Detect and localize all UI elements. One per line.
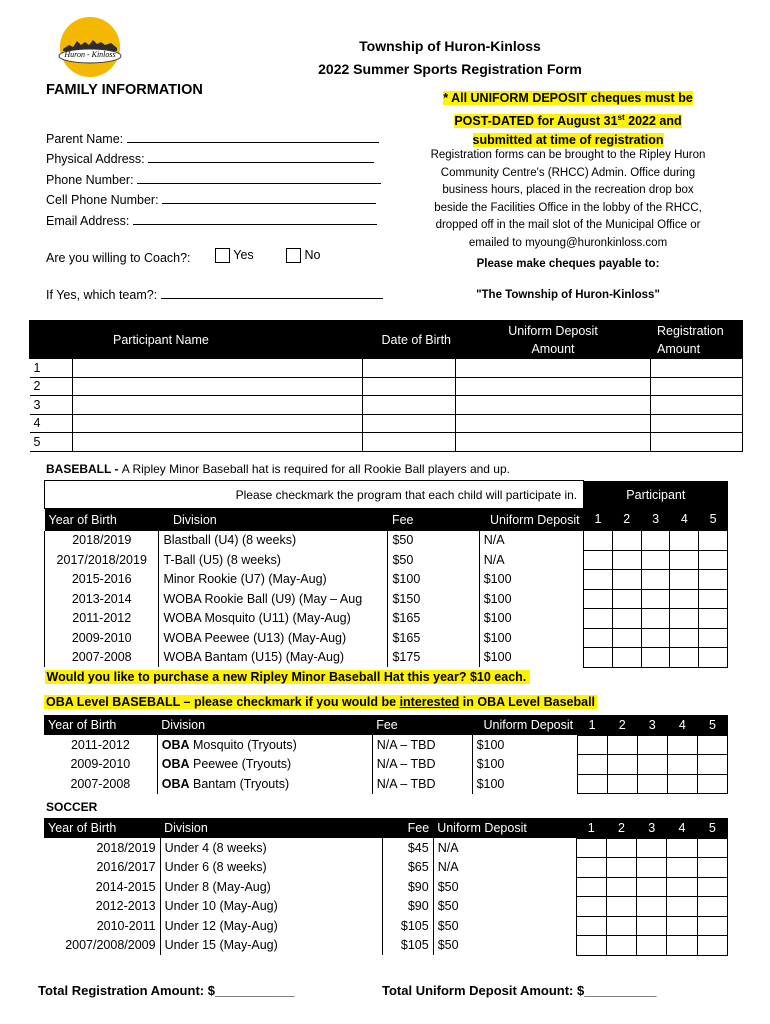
- uniform-deposit-header: Uniform Deposit Amount: [456, 321, 651, 359]
- soccer-division-header: Division: [164, 821, 208, 835]
- oba-fee-cell: N/A – TBD: [372, 755, 472, 775]
- oba-year-header: Year of Birth: [48, 718, 117, 732]
- baseball-participant-checkbox-4[interactable]: [670, 609, 699, 629]
- oba-row: [44, 774, 728, 794]
- baseball-participant-checkbox-2[interactable]: [612, 628, 641, 648]
- soccer-fee-cell: $90: [383, 877, 433, 897]
- soccer-section-title: SOCCER: [46, 800, 98, 814]
- registration-amount-cell[interactable]: [651, 377, 743, 396]
- dob-cell[interactable]: [363, 433, 456, 452]
- oba-row: [44, 755, 728, 775]
- soccer-fee-cell: $90: [383, 897, 433, 917]
- oba-col-2: 2: [618, 717, 626, 732]
- coach-no-label: No: [304, 248, 321, 262]
- soccer-participant-checkbox-3[interactable]: [637, 916, 667, 936]
- baseball-participant-checkbox-5[interactable]: [699, 628, 728, 648]
- coach-yes-option[interactable]: [215, 248, 254, 263]
- participant-row-number: 2: [30, 377, 73, 396]
- baseball-year-cell: 2009-2010: [45, 628, 159, 648]
- soccer-year-cell: 2010-2011: [44, 916, 160, 936]
- participant-row-number: 1: [30, 359, 73, 378]
- oba-division-cell: OBA Bantam (Tryouts): [157, 774, 372, 794]
- coach-question: Are you willing to Coach?:: [46, 251, 191, 265]
- soccer-row: [44, 838, 728, 858]
- fee-header: Fee: [391, 512, 414, 527]
- baseball-fee-cell: $165: [388, 628, 479, 648]
- baseball-row: [45, 531, 728, 551]
- soccer-table: [44, 818, 728, 956]
- baseball-fee-cell: $100: [388, 570, 479, 590]
- baseball-participant-checkbox-4[interactable]: [670, 628, 699, 648]
- form-title-line2: 2022 Summer Sports Registration Form: [318, 61, 582, 77]
- soccer-participant-checkbox-3[interactable]: [637, 858, 667, 878]
- oba-table: [44, 715, 728, 794]
- baseball-division-cell: WOBA Mosquito (U11) (May-Aug): [159, 609, 388, 629]
- soccer-participant-checkbox-3[interactable]: [637, 897, 667, 917]
- registration-amount-cell[interactable]: [651, 396, 743, 415]
- baseball-instruction: Please checkmark the program that each child will participate in.: [45, 481, 584, 509]
- registration-amount-cell[interactable]: [651, 433, 743, 452]
- soccer-uniform-cell: $50: [437, 879, 459, 894]
- soccer-col-3: 3: [648, 820, 656, 835]
- baseball-division-cell: Blastball (U4) (8 weeks): [159, 531, 388, 551]
- oba-division-cell: OBA Mosquito (Tryouts): [157, 735, 372, 755]
- baseball-row: [45, 609, 728, 629]
- registration-amount-cell[interactable]: [651, 359, 743, 378]
- participant-row: [30, 414, 743, 433]
- soccer-participant-checkbox-2[interactable]: [606, 897, 636, 917]
- uniform-deposit-cell[interactable]: [456, 359, 651, 378]
- baseball-year-cell: 2017/2018/2019: [45, 550, 159, 570]
- oba-fee-cell: N/A – TBD: [372, 774, 472, 794]
- hat-question: Would you like to purchase a new Ripley Minor Baseball Hat this year? $10 each.: [45, 667, 728, 686]
- oba-participant-checkbox-5[interactable]: [697, 755, 727, 775]
- baseball-fee-cell: $50: [388, 550, 479, 570]
- soccer-division-cell: Under 8 (May-Aug): [160, 877, 383, 897]
- soccer-participant-checkbox-5[interactable]: [697, 838, 727, 858]
- oba-row: [44, 735, 728, 755]
- baseball-uniform-cell: $100: [479, 609, 583, 629]
- registration-amount-cell[interactable]: [651, 414, 743, 433]
- year-header: Year of Birth: [48, 512, 117, 527]
- baseball-year-cell: 2018/2019: [45, 531, 159, 551]
- soccer-participant-checkbox-5[interactable]: [697, 897, 727, 917]
- coach-no-option[interactable]: [286, 248, 320, 263]
- soccer-uniform-cell: $50: [437, 938, 459, 953]
- baseball-row: [45, 570, 728, 590]
- soccer-participant-checkbox-1[interactable]: [576, 877, 606, 897]
- uniform-deposit-cell[interactable]: [456, 396, 651, 415]
- baseball-participant-checkbox-1[interactable]: [584, 531, 613, 551]
- soccer-participant-checkbox-5[interactable]: [697, 916, 727, 936]
- soccer-row: [44, 877, 728, 897]
- participant-col-3: 3: [652, 512, 660, 527]
- payable-to-label: Please make cheques payable to:: [476, 258, 660, 270]
- baseball-uniform-cell: $100: [479, 628, 583, 648]
- soccer-division-cell: Under 12 (May-Aug): [160, 916, 383, 936]
- baseball-participant-checkbox-1[interactable]: [584, 609, 613, 629]
- oba-division-header: Division: [161, 718, 206, 732]
- coach-yes-label: Yes: [233, 248, 254, 262]
- oba-col-4: 4: [678, 717, 686, 732]
- participant-name-cell[interactable]: [73, 359, 363, 378]
- baseball-participant-checkbox-4[interactable]: [670, 531, 699, 551]
- baseball-participant-checkbox-4[interactable]: [670, 648, 699, 668]
- soccer-participant-checkbox-3[interactable]: [637, 877, 667, 897]
- soccer-row: [44, 897, 728, 917]
- dob-cell[interactable]: [363, 377, 456, 396]
- participant-name-cell[interactable]: [73, 396, 363, 415]
- baseball-participant-checkbox-2[interactable]: [612, 570, 641, 590]
- soccer-participant-checkbox-4[interactable]: [667, 916, 697, 936]
- oba-division-cell: OBA Peewee (Tryouts): [157, 755, 372, 775]
- soccer-participant-checkbox-2[interactable]: [606, 858, 636, 878]
- soccer-participant-checkbox-5[interactable]: [697, 877, 727, 897]
- oba-col-1: 1: [588, 717, 596, 732]
- dob-header: Date of Birth: [363, 321, 456, 359]
- baseball-row: [45, 589, 728, 609]
- baseball-participant-checkbox-4[interactable]: [670, 589, 699, 609]
- email-address-field[interactable]: Email Address:: [46, 212, 377, 228]
- participant-name-header: Participant Name: [73, 321, 363, 359]
- baseball-participant-checkbox-3[interactable]: [641, 609, 670, 629]
- oba-col-5: 5: [708, 717, 716, 732]
- baseball-fee-cell: $50: [388, 531, 479, 551]
- baseball-uniform-cell: $100: [479, 648, 583, 668]
- submission-info: Registration forms can be brought to the Ripley Huron Community Centre's (RHCC) Admin. Office during business hours, placed in the recreation drop box beside the Facilities Office in the lobby of the RHCC, dropped off in the mail slot of the Municipal Office or emailed to myoung@huronkinloss.com: [430, 149, 706, 249]
- baseball-year-cell: 2015-2016: [45, 570, 159, 590]
- oba-uniform-cell: $100: [472, 774, 577, 794]
- township-logo: [55, 15, 125, 79]
- soccer-division-cell: Under 10 (May-Aug): [160, 897, 383, 917]
- baseball-row: [45, 550, 728, 570]
- soccer-fee-cell: $105: [383, 936, 433, 956]
- soccer-row: [44, 936, 728, 956]
- baseball-participant-checkbox-3[interactable]: [641, 531, 670, 551]
- soccer-year-header: Year of Birth: [48, 821, 117, 835]
- baseball-uniform-cell: $100: [479, 589, 583, 609]
- participant-col-4: 4: [680, 512, 688, 527]
- baseball-participant-checkbox-3[interactable]: [641, 550, 670, 570]
- oba-section-title: OBA Level BASEBALL – please checkmark if you would be interested in OBA Level Baseball: [46, 695, 596, 709]
- uniform-deposit-cell[interactable]: [456, 414, 651, 433]
- participant-name-cell[interactable]: [73, 433, 363, 452]
- dob-cell[interactable]: [363, 396, 456, 415]
- baseball-table: [44, 480, 728, 686]
- baseball-participant-checkbox-4[interactable]: [670, 570, 699, 590]
- oba-fee-header: Fee: [376, 718, 398, 732]
- parent-name-field[interactable]: Parent Name:: [46, 130, 379, 146]
- baseball-division-cell: Minor Rookie (U7) (May-Aug): [159, 570, 388, 590]
- baseball-participant-checkbox-5[interactable]: [699, 570, 728, 590]
- soccer-participant-checkbox-1[interactable]: [576, 916, 606, 936]
- oba-participant-checkbox-1[interactable]: [577, 755, 607, 775]
- physical-address-field[interactable]: Physical Address:: [46, 150, 374, 166]
- soccer-uniform-cell: N/A: [437, 840, 459, 855]
- soccer-col-5: 5: [708, 820, 716, 835]
- baseball-division-cell: WOBA Bantam (U15) (May-Aug): [159, 648, 388, 668]
- soccer-uniform-cell: $50: [437, 899, 459, 914]
- soccer-participant-checkbox-4[interactable]: [667, 858, 697, 878]
- form-title-line1: Township of Huron-Kinloss: [359, 38, 541, 54]
- phone-number-field[interactable]: Phone Number:: [46, 171, 381, 187]
- soccer-participant-checkbox-2[interactable]: [606, 877, 636, 897]
- soccer-participant-checkbox-1[interactable]: [576, 936, 606, 956]
- oba-participant-checkbox-2[interactable]: [607, 755, 637, 775]
- participant-name-cell[interactable]: [73, 377, 363, 396]
- baseball-fee-cell: $175: [388, 648, 479, 668]
- participant-name-cell[interactable]: [73, 414, 363, 433]
- participant-col-2: 2: [623, 512, 631, 527]
- baseball-participant-checkbox-2[interactable]: [612, 609, 641, 629]
- uniform-deposit-cell[interactable]: [456, 433, 651, 452]
- soccer-division-cell: Under 6 (8 weeks): [160, 858, 383, 878]
- baseball-participant-checkbox-1[interactable]: [584, 589, 613, 609]
- soccer-participant-checkbox-2[interactable]: [606, 916, 636, 936]
- baseball-participant-checkbox-5[interactable]: [699, 609, 728, 629]
- baseball-participant-checkbox-2[interactable]: [612, 589, 641, 609]
- baseball-row: [45, 628, 728, 648]
- coach-yes-checkbox[interactable]: [215, 248, 230, 263]
- participants-header-row: [30, 321, 743, 359]
- total-registration-amount[interactable]: Total Registration Amount: $___________: [38, 983, 295, 998]
- participant-row-number: 4: [30, 414, 73, 433]
- coach-no-checkbox[interactable]: [286, 248, 301, 263]
- oba-fee-cell: N/A – TBD: [372, 735, 472, 755]
- dob-cell[interactable]: [363, 414, 456, 433]
- baseball-division-cell: T-Ball (U5) (8 weeks): [159, 550, 388, 570]
- dob-cell[interactable]: [363, 359, 456, 378]
- which-team-field[interactable]: If Yes, which team?:: [46, 286, 383, 302]
- baseball-year-cell: 2013-2014: [45, 589, 159, 609]
- total-uniform-deposit-amount[interactable]: Total Uniform Deposit Amount: $__________: [382, 983, 657, 998]
- soccer-row: [44, 858, 728, 878]
- baseball-participant-checkbox-3[interactable]: [641, 570, 670, 590]
- oba-participant-checkbox-3[interactable]: [637, 755, 667, 775]
- oba-participant-checkbox-5[interactable]: [697, 774, 727, 794]
- participant-col-1: 1: [594, 512, 602, 527]
- baseball-division-cell: WOBA Rookie Ball (U9) (May – Aug: [159, 589, 388, 609]
- oba-year-cell: 2011-2012: [44, 735, 157, 755]
- family-information-heading: FAMILY INFORMATION: [46, 82, 203, 98]
- baseball-year-cell: 2011-2012: [45, 609, 159, 629]
- soccer-uniform-cell: N/A: [437, 860, 459, 875]
- soccer-year-cell: 2018/2019: [44, 838, 160, 858]
- soccer-uniform-header: Uniform Deposit: [437, 821, 527, 835]
- soccer-col-1: 1: [587, 820, 595, 835]
- baseball-header-row: [45, 509, 728, 531]
- oba-year-cell: 2009-2010: [44, 755, 157, 775]
- participant-col-5: 5: [709, 512, 717, 527]
- soccer-year-cell: 2007/2008/2009: [44, 936, 160, 956]
- soccer-participant-checkbox-2[interactable]: [606, 936, 636, 956]
- baseball-participant-checkbox-3[interactable]: [641, 648, 670, 668]
- soccer-participant-checkbox-1[interactable]: [576, 838, 606, 858]
- baseball-participant-checkbox-5[interactable]: [699, 550, 728, 570]
- soccer-fee-cell: $105: [383, 916, 433, 936]
- baseball-participant-checkbox-1[interactable]: [584, 648, 613, 668]
- participant-row-number: 5: [30, 433, 73, 452]
- participant-row: [30, 359, 743, 378]
- soccer-participant-checkbox-3[interactable]: [637, 936, 667, 956]
- soccer-fee-header: Fee: [407, 821, 430, 835]
- participant-label: Participant: [584, 481, 728, 509]
- soccer-participant-checkbox-5[interactable]: [697, 936, 727, 956]
- soccer-participant-checkbox-5[interactable]: [697, 858, 727, 878]
- soccer-year-cell: 2016/2017: [44, 858, 160, 878]
- baseball-participant-checkbox-2[interactable]: [612, 550, 641, 570]
- oba-uniform-header: Uniform Deposit: [483, 718, 574, 732]
- baseball-uniform-cell: N/A: [479, 550, 583, 570]
- soccer-year-cell: 2014-2015: [44, 877, 160, 897]
- soccer-fee-cell: $45: [383, 838, 433, 858]
- uniform-deposit-cell[interactable]: [456, 377, 651, 396]
- oba-uniform-cell: $100: [472, 735, 577, 755]
- soccer-uniform-cell: $50: [437, 918, 459, 933]
- baseball-year-cell: 2007-2008: [45, 648, 159, 668]
- soccer-participant-checkbox-4[interactable]: [667, 838, 697, 858]
- soccer-participant-checkbox-3[interactable]: [637, 838, 667, 858]
- soccer-participant-checkbox-2[interactable]: [606, 838, 636, 858]
- oba-uniform-cell: $100: [472, 755, 577, 775]
- oba-participant-checkbox-2[interactable]: [607, 735, 637, 755]
- registration-amount-header: Registration Amount: [651, 321, 743, 359]
- oba-participant-checkbox-3[interactable]: [637, 735, 667, 755]
- payee-name: "The Township of Huron-Kinloss": [476, 289, 660, 301]
- soccer-participant-checkbox-4[interactable]: [667, 897, 697, 917]
- oba-participant-checkbox-1[interactable]: [577, 774, 607, 794]
- soccer-fee-cell: $65: [383, 858, 433, 878]
- uniform-header: Uniform Deposit: [490, 512, 580, 527]
- oba-participant-checkbox-4[interactable]: [667, 735, 697, 755]
- soccer-participant-checkbox-1[interactable]: [576, 897, 606, 917]
- baseball-participant-checkbox-2[interactable]: [612, 531, 641, 551]
- soccer-participant-checkbox-4[interactable]: [667, 877, 697, 897]
- oba-participant-checkbox-4[interactable]: [667, 755, 697, 775]
- soccer-year-cell: 2012-2013: [44, 897, 160, 917]
- baseball-participant-checkbox-3[interactable]: [641, 589, 670, 609]
- baseball-participant-checkbox-5[interactable]: [699, 648, 728, 668]
- oba-participant-checkbox-5[interactable]: [697, 735, 727, 755]
- oba-participant-checkbox-2[interactable]: [607, 774, 637, 794]
- baseball-participant-checkbox-1[interactable]: [584, 550, 613, 570]
- baseball-participant-checkbox-3[interactable]: [641, 628, 670, 648]
- participant-row: [30, 396, 743, 415]
- baseball-participant-checkbox-5[interactable]: [699, 531, 728, 551]
- baseball-section-title: BASEBALL - A Ripley Minor Baseball hat is required for all Rookie Ball players and up.: [46, 462, 510, 476]
- logo-text: Huron - Kinloss: [64, 50, 116, 59]
- soccer-col-2: 2: [618, 820, 625, 835]
- soccer-division-cell: Under 4 (8 weeks): [160, 838, 383, 858]
- participant-row: [30, 433, 743, 452]
- baseball-row: [45, 648, 728, 668]
- participant-row: [30, 377, 743, 396]
- baseball-participant-checkbox-5[interactable]: [699, 589, 728, 609]
- baseball-participant-checkbox-4[interactable]: [670, 550, 699, 570]
- oba-participant-checkbox-3[interactable]: [637, 774, 667, 794]
- oba-participant-checkbox-4[interactable]: [667, 774, 697, 794]
- soccer-col-4: 4: [678, 820, 686, 835]
- participant-row-number: 3: [30, 396, 73, 415]
- baseball-uniform-cell: N/A: [479, 531, 583, 551]
- cell-phone-field[interactable]: Cell Phone Number:: [46, 191, 376, 207]
- oba-header-row: [44, 715, 728, 735]
- participants-table: [29, 320, 743, 452]
- oba-year-cell: 2007-2008: [44, 774, 157, 794]
- soccer-division-cell: Under 15 (May-Aug): [160, 936, 383, 956]
- baseball-fee-cell: $165: [388, 609, 479, 629]
- soccer-header-row: [44, 818, 728, 838]
- soccer-participant-checkbox-4[interactable]: [667, 936, 697, 956]
- baseball-participant-checkbox-1[interactable]: [584, 570, 613, 590]
- baseball-uniform-cell: $100: [479, 570, 583, 590]
- baseball-fee-cell: $150: [388, 589, 479, 609]
- division-header: Division: [172, 512, 217, 527]
- baseball-participant-checkbox-1[interactable]: [584, 628, 613, 648]
- oba-participant-checkbox-1[interactable]: [577, 735, 607, 755]
- uniform-deposit-notice: * All UNIFORM DEPOSIT cheques must be POST-DATED for August 31st 2022 and submitted at time of registration: [443, 91, 693, 148]
- baseball-division-cell: WOBA Peewee (U13) (May-Aug): [159, 628, 388, 648]
- soccer-row: [44, 916, 728, 936]
- baseball-participant-checkbox-2[interactable]: [612, 648, 641, 668]
- soccer-participant-checkbox-1[interactable]: [576, 858, 606, 878]
- oba-col-3: 3: [648, 717, 656, 732]
